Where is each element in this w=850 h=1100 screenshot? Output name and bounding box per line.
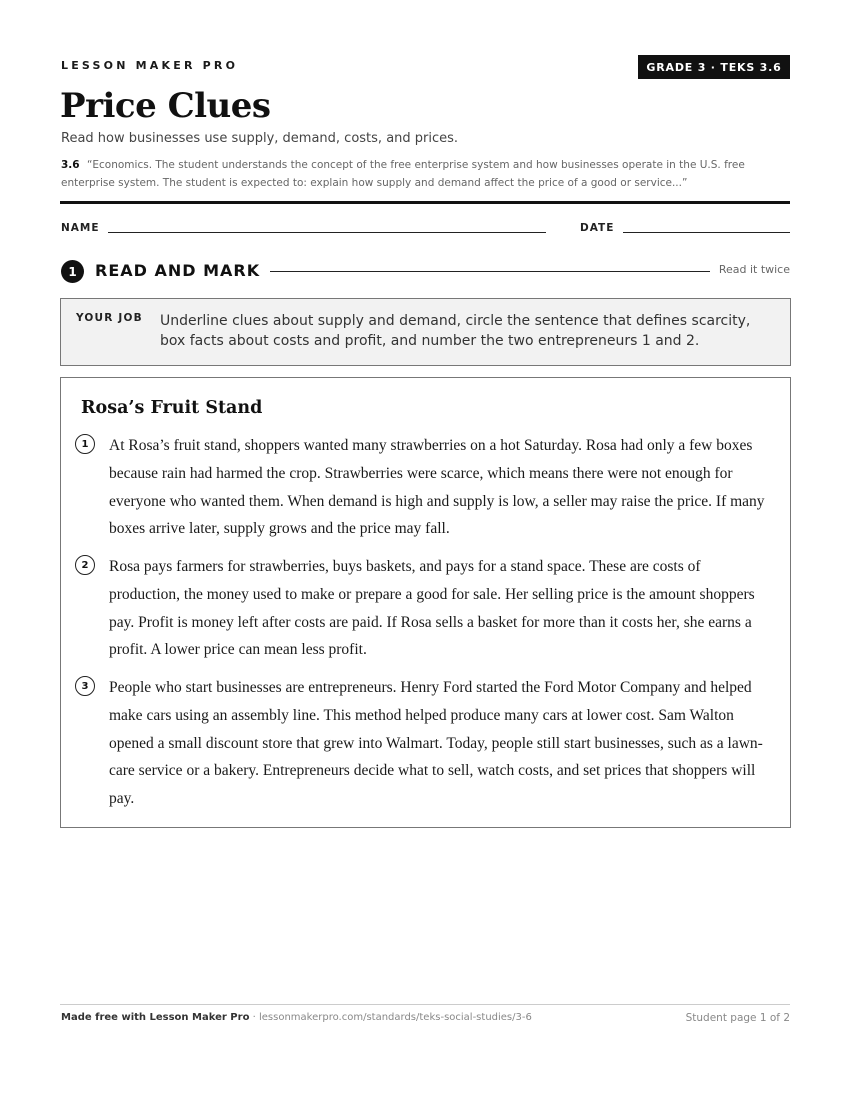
date-label: DATE [580, 222, 615, 234]
footer-separator: · [249, 1012, 259, 1023]
paragraph-number: 3 [75, 676, 95, 696]
paragraph-text: At Rosa’s fruit stand, shoppers wanted many strawberries on a hot Saturday. Rosa had only a few boxes because rain had harmed the crop. Strawberries were scarce, which means there were not enough for everyone who wanted them. When demand is high and supply is low, a seller may raise the price. If many boxes arrive later, supply grows and the price may fall. [109, 437, 765, 538]
reading-passage [60, 377, 791, 828]
brand-name: LESSON MAKER PRO [61, 59, 239, 72]
paragraph-text: Rosa pays farmers for strawberries, buys baskets, and pays for a stand space. These are costs of production, the money used to make or prepare a good for sale. Her selling price is the amount shoppers pay. Profit is money left after costs are paid. If Rosa sells a basket for more than it costs her, she earns a profit. A lower price can mean less profit. [109, 558, 755, 659]
page-indicator: Student page 1 of 2 [685, 1012, 790, 1024]
footer-divider [60, 1004, 790, 1005]
grade-badge: GRADE 3 · TEKS 3.6 [638, 55, 790, 79]
section-note: Read it twice [718, 263, 790, 276]
passage-title: Rosa’s Fruit Stand [81, 398, 263, 418]
footer-credit [61, 1012, 532, 1023]
standard-code: 3.6 [61, 159, 80, 171]
paragraph-text: People who start businesses are entrepreneurs. Henry Ford started the Ford Motor Company and helped make cars using an assembly line. This method helped produce many cars at lower cost. Sam Walton opened a small discount store that grew into Walmart. Today, people still start businesses, such as a lawn-care service or a bakery. Entrepreneurs decide what to sell, watch costs, and set prices that shoppers will pay. [109, 679, 763, 808]
header-divider [60, 201, 790, 204]
instructions-box [60, 298, 791, 366]
instructions-label: YOUR JOB [76, 312, 143, 324]
paragraph-number: 2 [75, 555, 95, 575]
name-field[interactable] [108, 232, 546, 233]
page-title: Price Clues [60, 86, 271, 126]
section-title: READ AND MARK [95, 261, 261, 280]
footer-brand: Made free with Lesson Maker Pro [61, 1012, 250, 1023]
page-subtitle: Read how businesses use supply, demand, costs, and prices. [61, 131, 459, 146]
paragraph-number: 1 [75, 434, 95, 454]
standard-description [61, 156, 761, 192]
name-label: NAME [61, 222, 100, 234]
footer-url[interactable]: lessonmakerpro.com/standards/teks-social-studies/3-6 [258, 1012, 532, 1023]
instructions-text: Underline clues about supply and demand, circle the sentence that defines scarcity, box facts about costs and profit, and number the two entrepreneurs 1 and 2. [160, 313, 751, 349]
standard-text: “Economics. The student understands the concept of the free enterprise system and how businesses operate in the U.S. free enterprise system. The student is expected to: explain how supply and demand affect the price of a good or service...” [61, 159, 745, 189]
date-field[interactable] [623, 232, 790, 233]
section-divider [270, 271, 710, 272]
section-number-badge: 1 [61, 260, 84, 283]
